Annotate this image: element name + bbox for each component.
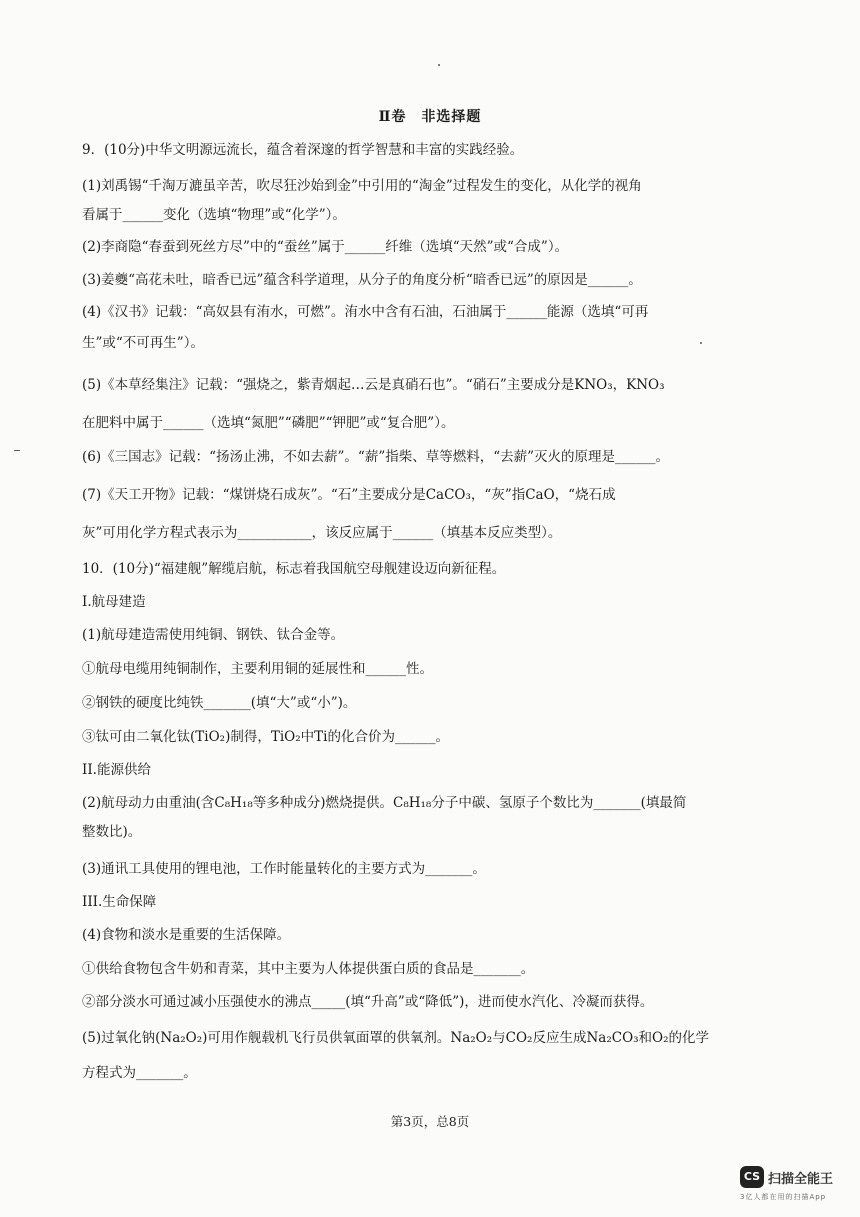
text-line: (6)《三国志》记载：“扬汤止沸，不如去薪”。“薪”指柴、草等燃料，“去薪”灭火的原理是______。 (82, 449, 670, 465)
scanner-tagline: 3亿人都在用的扫描App (740, 1193, 827, 1201)
text-line: (1)刘禹锡“千淘万漉虽辛苦，吹尽狂沙始到金”中引用的“淘金”过程发生的变化，从化学的视角 (82, 178, 642, 194)
text-line: ①供给食物包含牛奶和青菜，其中主要为人体提供蛋白质的食品是_______。 (82, 961, 535, 977)
text-line: I.航母建造 (82, 594, 146, 610)
text-line: 9．(10分)中华文明源远流长，蕴含着深邃的哲学智慧和丰富的实践经验。 (82, 142, 524, 158)
scan-speck (14, 450, 20, 451)
text-line: (7)《天工开物》记载：“煤饼烧石成灰”。“石”主要成分是CaCO₃，“灰”指CaO，“烧石成 (82, 487, 616, 503)
text-line: 方程式为_______。 (82, 1065, 197, 1081)
text-line: 在肥料中属于______（选填“氮肥”“磷肥”“钾肥”或“复合肥”）。 (82, 415, 455, 431)
scan-speck (700, 342, 702, 344)
text-line: II.能源供给 (82, 762, 151, 778)
text-line: ②部分淡水可通过减小压强使水的沸点_____(填“升高”或“降低”)，进而使水汽化、冷凝而获得。 (82, 994, 654, 1010)
text-line: (5)《本草经集注》记载：“强烧之，紫青烟起…云是真硝石也”。“硝石”主要成分是KNO₃，KNO₃ (82, 377, 665, 393)
scan-speck (438, 64, 440, 66)
scanner-name: 扫描全能王 (768, 1172, 834, 1187)
section-title: Ⅱ卷 非选择题 (378, 109, 482, 125)
text-line: ③钛可由二氧化钛(TiO₂)制得，TiO₂中Ti的化合价为______。 (82, 729, 449, 745)
text-line: (2)航母动力由重油(含C₈H₁₈等多种成分)燃烧提供。C₈H₁₈分子中碳、氢原子个数比为_______(填最简 (82, 795, 687, 811)
text-line: 10．(10分)“福建舰”解缆启航，标志着我国航空母舰建设迈向新征程。 (82, 561, 506, 577)
text-line: III.生命保障 (82, 894, 157, 910)
text-line: ②钢铁的硬度比纯铁_______(填“大”或“小”)。 (82, 695, 357, 711)
text-line: (4)食物和淡水是重要的生活保障。 (82, 927, 291, 943)
text-line: 生”或“不可再生”）。 (82, 335, 204, 351)
text-line: 整数比)。 (82, 824, 142, 840)
text-line: (3)姜夔“高花未吐，暗香已远”蕴含科学道理，从分子的角度分析“暗香已远”的原因是______。 (82, 272, 642, 288)
text-line: (2)李商隐“春蚕到死丝方尽”中的“蚕丝”属于______纤维（选填“天然”或“合成”）。 (82, 239, 569, 255)
text-line: 灰”可用化学方程式表示为___________，该反应属于______（填基本反应类型）。 (82, 525, 562, 541)
text-line: (5)过氧化钠(Na₂O₂)可用作舰载机飞行员供氧面罩的供氧剂。Na₂O₂与CO₂反应生成Na₂CO₃和O₂的化学 (82, 1030, 710, 1046)
text-line: 看属于______变化（选填“物理”或“化学”）。 (82, 207, 346, 223)
text-line: ①航母电缆用纯铜制作，主要利用铜的延展性和______性。 (82, 661, 433, 677)
text-line: (1)航母建造需使用纯铜、钢铁、钛合金等。 (82, 627, 345, 643)
scanner-watermark (736, 1162, 848, 1206)
text-line: (3)通讯工具使用的锂电池，工作时能量转化的主要方式为_______。 (82, 861, 486, 877)
scanner-logo-icon: CS (740, 1166, 764, 1188)
page-footer: 第3页，总8页 (390, 1114, 470, 1129)
text-line: (4)《汉书》记载：“高奴县有洧水，可燃”。洧水中含有石油，石油属于______能源（选填“可再 (82, 304, 649, 320)
